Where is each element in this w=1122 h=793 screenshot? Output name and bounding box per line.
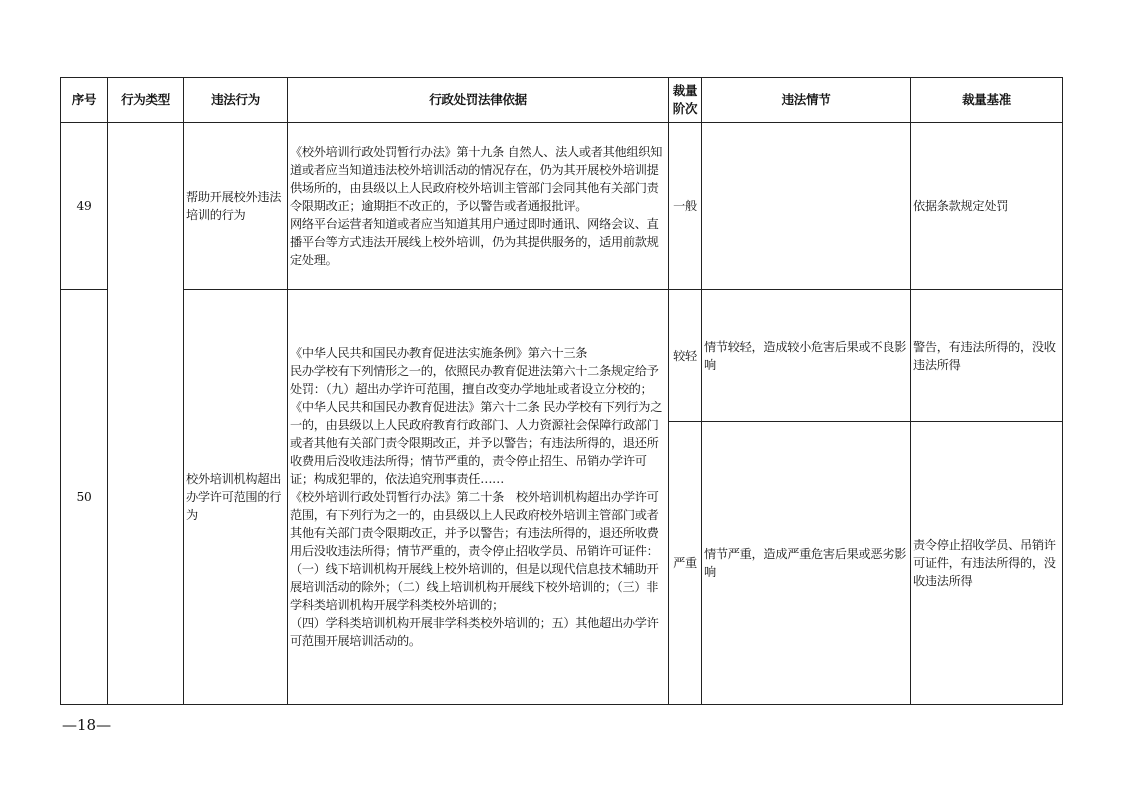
row-legal-basis (288, 290, 669, 705)
basis-paragraph: 网络平台运营者知道或者应当知道其用户通过即时通讯、网络会议、直播平台等方式违法开展线上校外培训，仍为其提供服务的，适用前款规定处理。 (290, 217, 659, 267)
basis-paragraph: 民办学校有下列情形之一的，依照民办教育促进法第六十二条规定给予处罚：（九）超出办学许可范围，擅自改变办学地址或者设立分校的； (290, 364, 659, 396)
row-circumstance: 情节较轻，造成较小危害后果或不良影响 (702, 290, 911, 422)
row-circumstance (702, 123, 911, 290)
row-seq: 49 (61, 123, 108, 290)
basis-paragraph: （四）学科类培训机构开展非学科类校外培训的；五）其他超出办学许可范围开展培训活动的。 (290, 616, 659, 648)
row-standard: 警告，有违法所得的，没收违法所得 (911, 290, 1063, 422)
row-standard: 依据条款规定处罚 (911, 123, 1063, 290)
penalty-discretion-table (60, 77, 1063, 705)
row-legal-basis (288, 123, 669, 290)
table-header-row (61, 78, 1063, 123)
row-level: 一般 (669, 123, 702, 290)
behavior-type-cell (108, 123, 184, 705)
row-behavior: 帮助开展校外违法培训的行为 (184, 123, 288, 290)
page-number: —18— (62, 716, 112, 734)
basis-paragraph: 《中华人民共和国民办教育促进法实施条例》第六十三条 (290, 346, 588, 360)
table-row (61, 290, 1063, 422)
header-level: 裁量阶次 (669, 78, 702, 123)
basis-paragraph: 《校外培训行政处罚暂行办法》第二十条 校外培训机构超出办学许可范围，有下列行为之一的，由县级以上人民政府校外培训主管部门或者其他有关部门责令限期改正，并予以警告；有违法所得的，退还所收费用后没收违法所得；情节严重的，责令停止招收学员、吊销许可证件：（一）线下培训机构开展线上校外培训的，但是以现代信息技术辅助开展培训活动的除外；（二）线上培训机构开展线下校外培训的；（三）非学科类培训机构开展学科类校外培训的； (290, 490, 659, 612)
basis-paragraph: 《中华人民共和国民办教育促进法》第六十二条 民办学校有下列行为之一的，由县级以上人民政府教育行政部门、人力资源社会保障行政部门或者其他有关部门责令限期改正，并予以警告；有违法所得的，退还所收费用后没收违法所得；情节严重的，责令停止招生、吊销办学许可证；构成犯罪的，依法追究刑事责任…… (290, 400, 663, 486)
header-circumstance: 违法情节 (702, 78, 911, 123)
table-row (61, 123, 1063, 290)
header-behavior: 违法行为 (184, 78, 288, 123)
row-circumstance: 情节严重，造成严重危害后果或恶劣影响 (702, 422, 911, 705)
header-standard: 裁量基准 (911, 78, 1063, 123)
row-level: 严重 (669, 422, 702, 705)
basis-paragraph: 《校外培训行政处罚暂行办法》第十九条 自然人、法人或者其他组织知道或者应当知道违法校外培训活动的情况存在，仍为其开展校外培训提供场所的，由县级以上人民政府校外培训主管部门会同其他有关部门责令限期改正；逾期拒不改正的，予以警告或者通报批评。 (290, 145, 663, 213)
header-type: 行为类型 (108, 78, 184, 123)
row-level: 较轻 (669, 290, 702, 422)
row-seq: 50 (61, 290, 108, 705)
header-seq: 序号 (61, 78, 108, 123)
header-basis: 行政处罚法律依据 (288, 78, 669, 123)
row-behavior: 校外培训机构超出办学许可范围的行为 (184, 290, 288, 705)
row-standard: 责令停止招收学员、吊销许可证件，有违法所得的，没收违法所得 (911, 422, 1063, 705)
